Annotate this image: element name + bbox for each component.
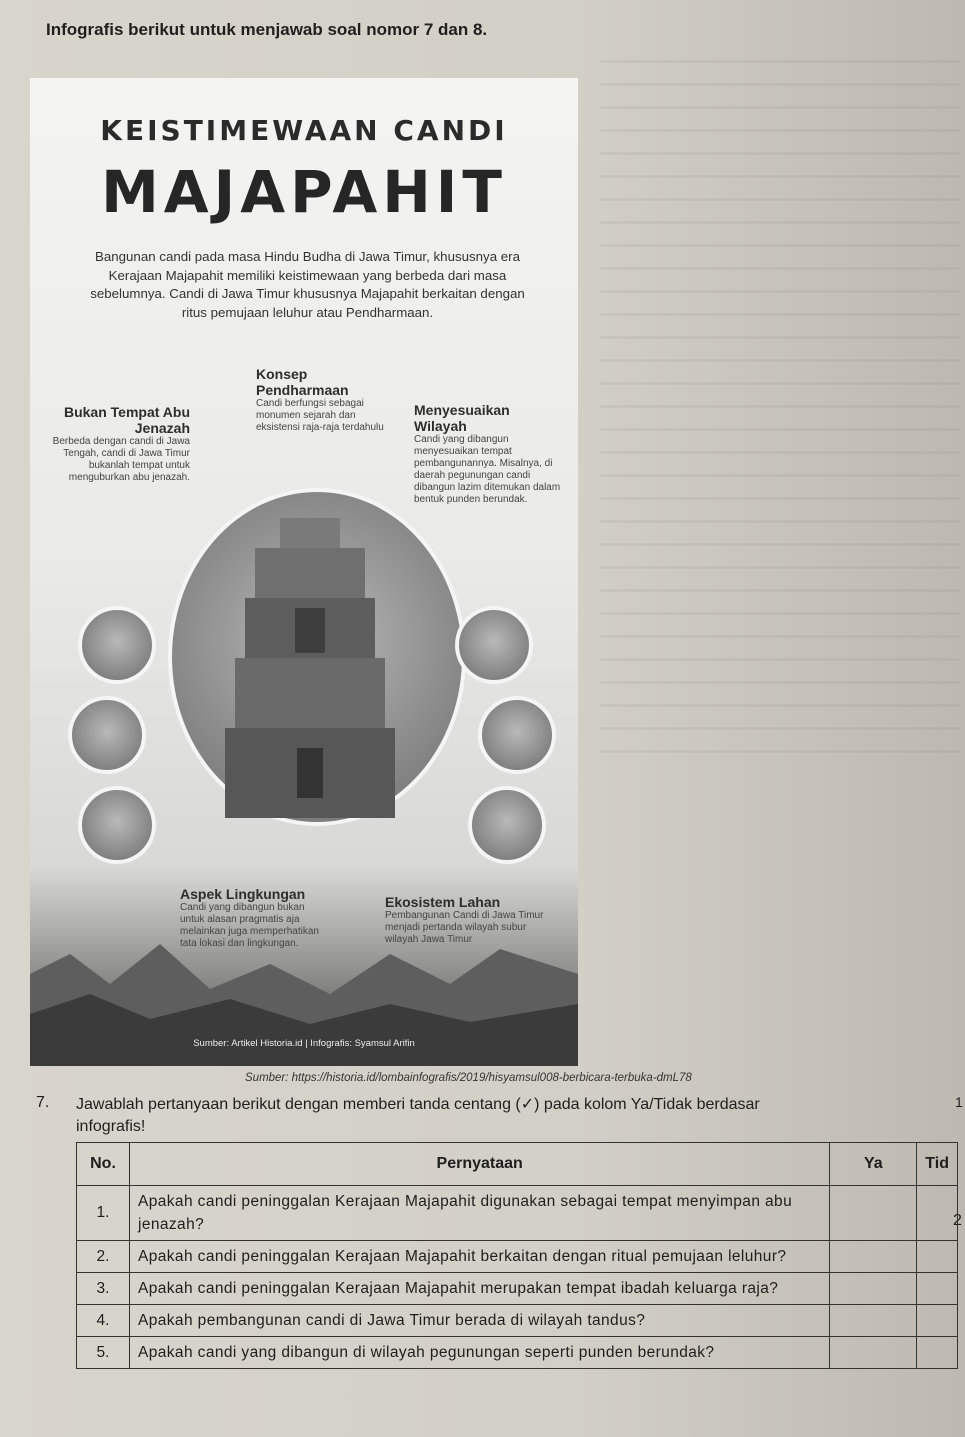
thumb-photo-6 [468, 786, 546, 864]
table-row [77, 1273, 958, 1305]
thumb-photo-5 [478, 696, 556, 774]
header-tidak: Tid [917, 1143, 958, 1186]
row-statement: Apakah candi peninggalan Kerajaan Majapahit berkaitan dengan ritual pemujaan leluhur? [130, 1241, 830, 1273]
answer-table [76, 1142, 958, 1369]
block-aspek [180, 886, 330, 950]
row-statement: Apakah candi peninggalan Kerajaan Majapahit merupakan tempat ibadah keluarga raja? [130, 1273, 830, 1305]
thumb-photo-2 [68, 696, 146, 774]
edge-mark-2: 2 [953, 1212, 962, 1229]
answer-cell-tidak[interactable] [917, 1273, 958, 1305]
block-heading: Konsep Pendharmaan [256, 366, 349, 398]
answer-cell-tidak[interactable] [917, 1337, 958, 1369]
infographic-title-main: MAJAPAHIT [101, 158, 507, 226]
block-konsep [256, 366, 396, 434]
question-line-1: Jawablah pertanyaan berikut dengan memberi tanda centang (✓) pada kolom Ya/Tidak berdasar [76, 1096, 760, 1113]
answer-cell-ya[interactable] [830, 1273, 917, 1305]
answer-cell-ya[interactable] [830, 1337, 917, 1369]
answer-cell-ya[interactable] [830, 1305, 917, 1337]
row-statement: Apakah candi yang dibangun di wilayah pegunungan seperti punden berundak? [130, 1337, 830, 1369]
edge-mark-1: 1 [955, 1094, 963, 1110]
block-text: Candi berfungsi sebagai monumen sejarah dan eksistensi raja-raja terdahulu [256, 398, 384, 433]
source-caption: Sumber: https://historia.id/lombainfografis/2019/hisyamsul008-berbicara-terbuka-dmL78 [245, 1072, 692, 1084]
row-number: 3. [77, 1273, 130, 1305]
answer-cell-ya[interactable] [830, 1241, 917, 1273]
temple-illustration [225, 518, 395, 858]
answer-cell-tidak[interactable] [917, 1241, 958, 1273]
infographic-credit: Sumber: Artikel Historia.id | Infografis: Syamsul Arifin [193, 1038, 415, 1049]
block-ekosistem [385, 894, 545, 946]
table-row [77, 1241, 958, 1273]
row-number: 5. [77, 1337, 130, 1369]
block-heading: Bukan Tempat Abu Jenazah [63, 404, 190, 436]
block-heading: Aspek Lingkungan [180, 886, 306, 902]
block-bukan-tempat [40, 404, 190, 484]
block-menyesuaikan [414, 402, 564, 506]
block-text: Berbeda dengan candi di Jawa Tengah, candi di Jawa Timur bukanlah tempat untuk menguburkan abu jenazah. [52, 436, 190, 483]
header-ya: Ya [830, 1143, 917, 1186]
answer-cell-ya[interactable] [830, 1186, 917, 1241]
infographic-title-top: KEISTIMEWAAN CANDI [100, 114, 508, 147]
block-text: Candi yang dibangun bukan untuk alasan pragmatis aja melainkan juga memperhatikan tata lokasi dan lingkungan. [180, 902, 319, 949]
answer-cell-tidak[interactable] [917, 1305, 958, 1337]
row-statement: Apakah candi peninggalan Kerajaan Majapahit digunakan sebagai tempat menyimpan abu jenazah? [130, 1186, 830, 1241]
row-number: 1. [77, 1186, 130, 1241]
answer-cell-tidak[interactable] [917, 1186, 958, 1241]
infographic-description: Bangunan candi pada masa Hindu Budha di Jawa Timur, khususnya era Kerajaan Majapahit memiliki keistimewaan yang berbeda dari masa sebelumnya. Candi di Jawa Timur khususnya Majapahit berkaitan dengan ritus pemujaan leluhur atau Pendharmaan. [90, 249, 525, 320]
table-row [77, 1337, 958, 1369]
question-line-2: infografis! [76, 1118, 146, 1135]
row-number: 2. [77, 1241, 130, 1273]
bleed-through-text [600, 40, 960, 760]
thumb-photo-3 [78, 786, 156, 864]
row-number: 4. [77, 1305, 130, 1337]
block-heading: Menyesuaikan Wilayah [414, 402, 510, 434]
header-pernyataan: Pernyataan [130, 1143, 830, 1186]
thumb-photo-1 [78, 606, 156, 684]
block-text: Pembangunan Candi di Jawa Timur menjadi pertanda wilayah subur wilayah Jawa Timur [385, 910, 544, 945]
block-text: Candi yang dibangun menyesuaikan tempat pembangunannya. Misalnya, di daerah pegunungan candi dibangun lazim ditemukan dalam bentuk punden berundak. [414, 434, 561, 505]
intro-text: Infografis berikut untuk menjawab soal nomor 7 dan 8. [46, 20, 488, 39]
block-heading: Ekosistem Lahan [385, 894, 501, 910]
header-no: No. [77, 1143, 130, 1186]
thumb-photo-4 [455, 606, 533, 684]
infographic [30, 78, 578, 1066]
question-number: 7. [36, 1094, 50, 1111]
table-row [77, 1305, 958, 1337]
table-header-row [77, 1143, 958, 1186]
row-statement: Apakah pembangunan candi di Jawa Timur berada di wilayah tandus? [130, 1305, 830, 1337]
table-row [77, 1186, 958, 1241]
